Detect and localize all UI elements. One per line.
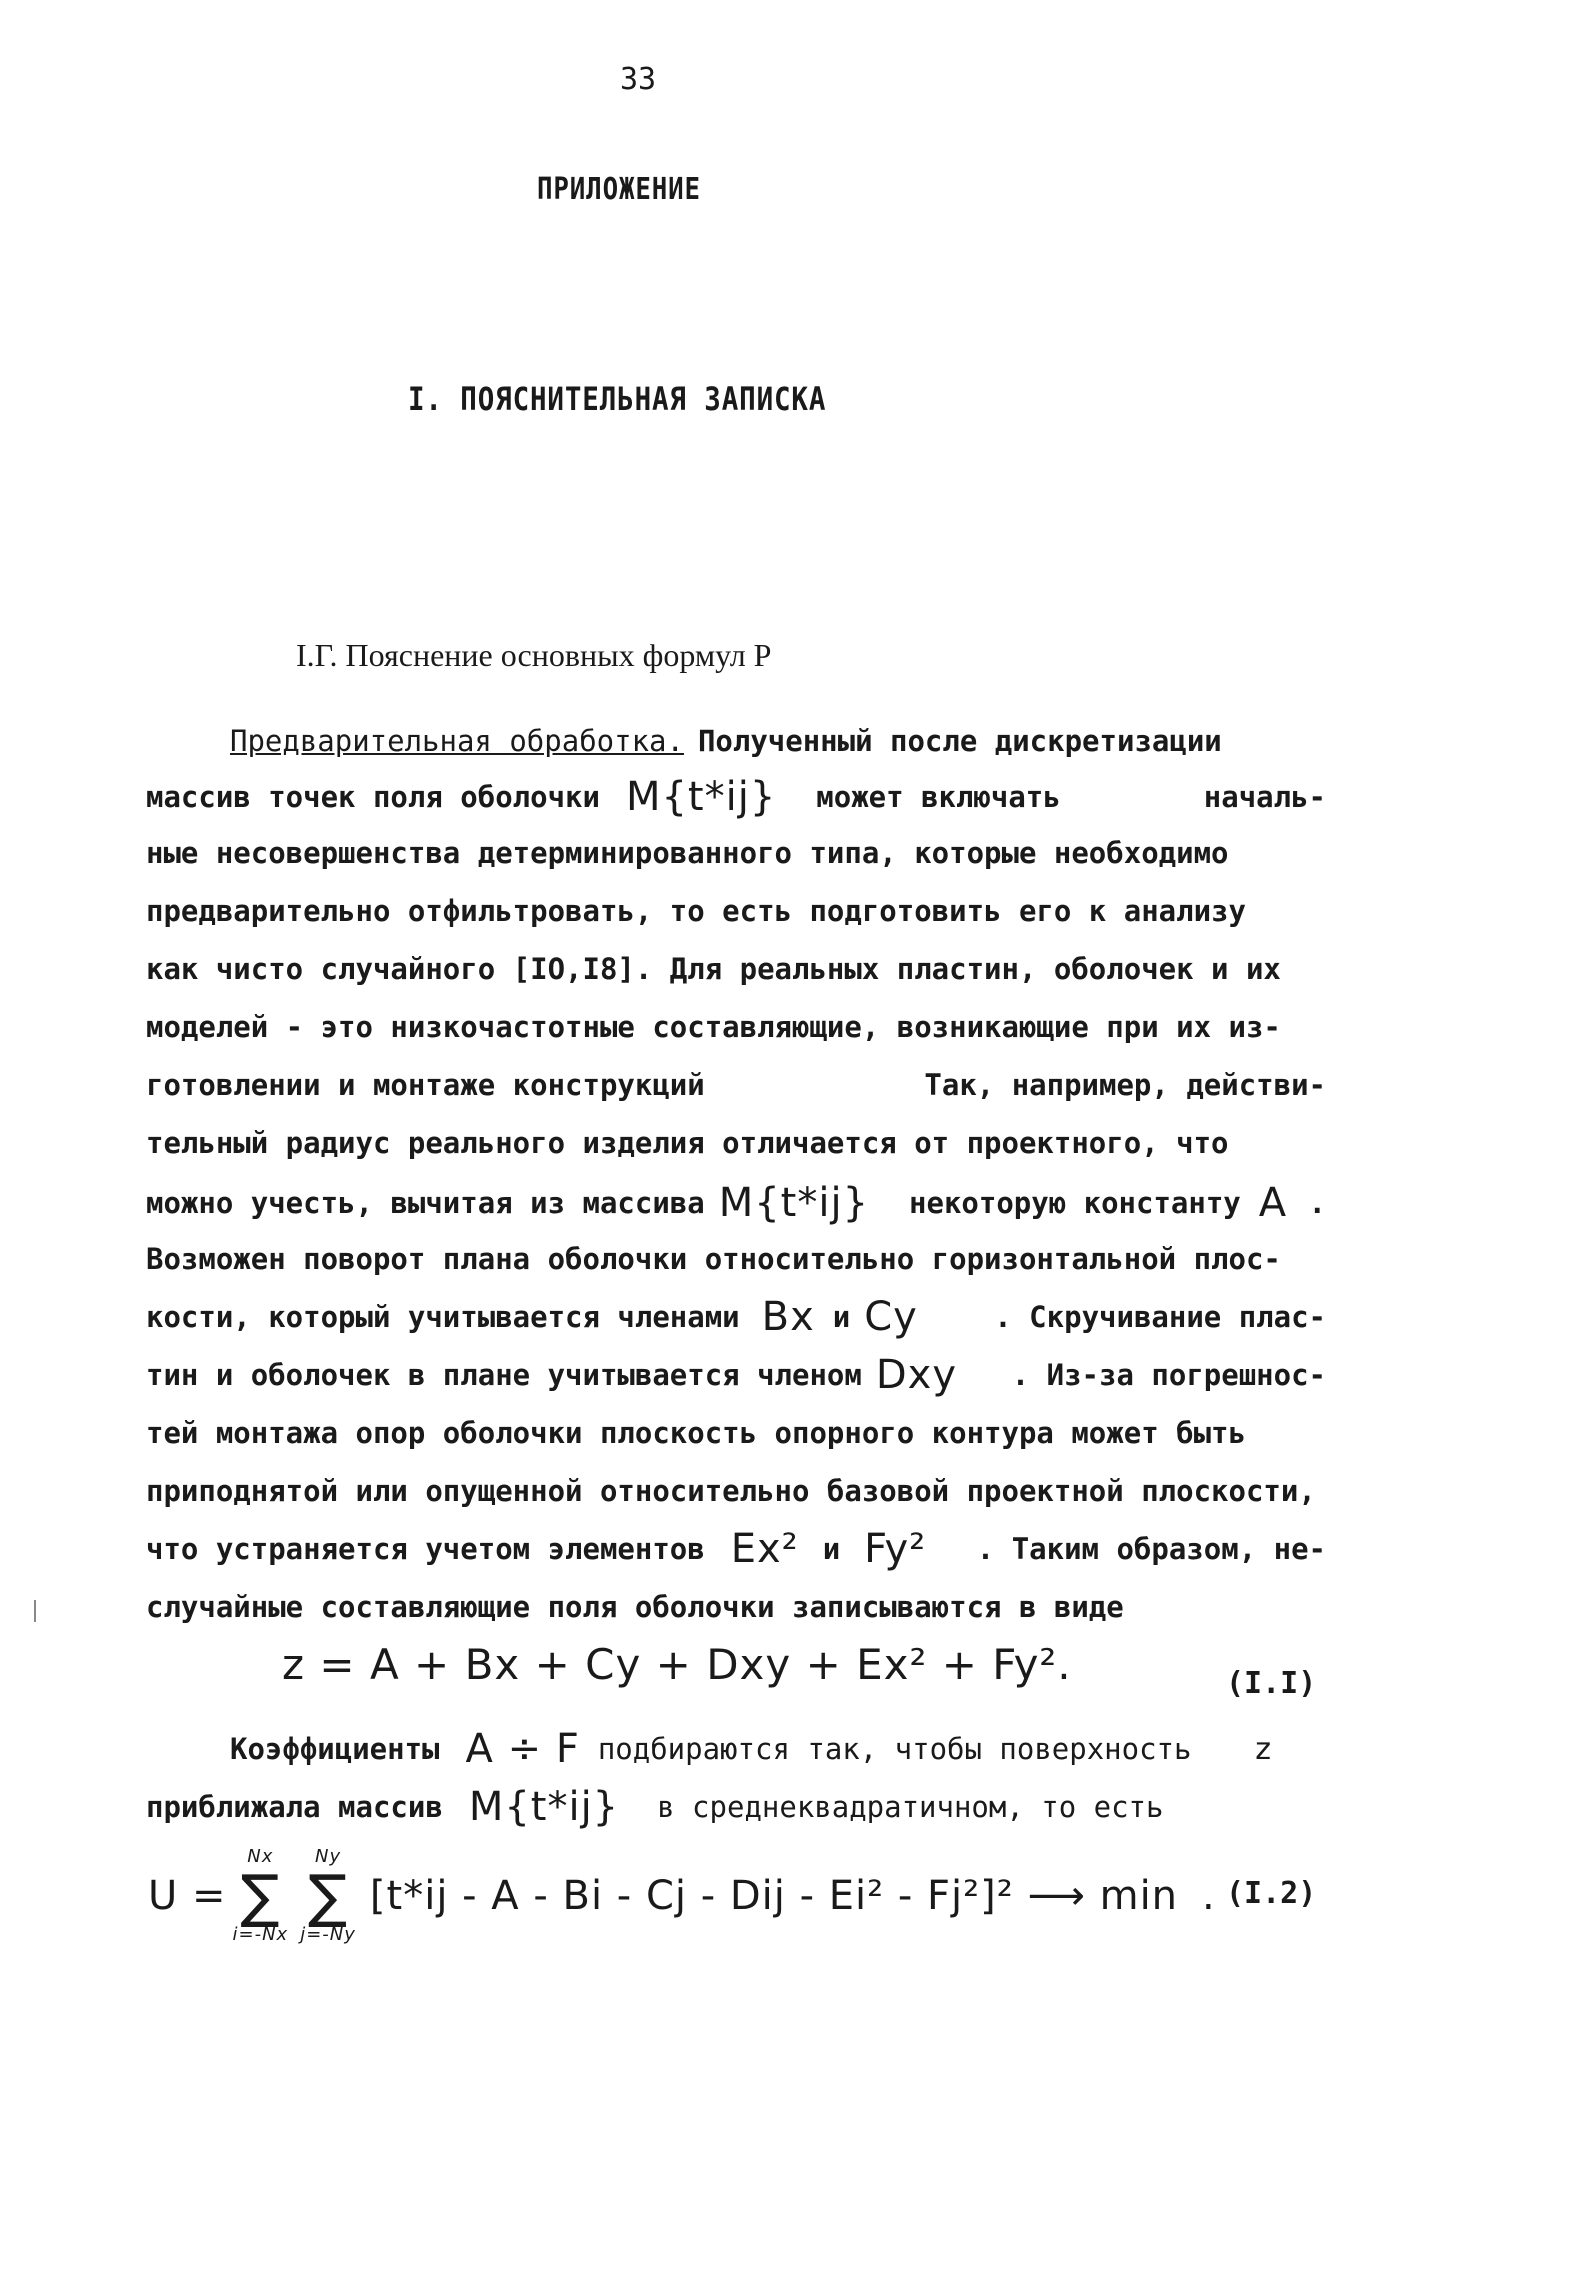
- text-span: и: [832, 1300, 851, 1334]
- para1-line-13: тей монтажа опор оболочки плоскость опорного контура может быть: [146, 1416, 1246, 1450]
- formula-inline: M{t*ij}: [468, 1784, 620, 1830]
- text-span: что устраняется учетом элементов: [146, 1532, 705, 1566]
- margin-mark: [34, 1600, 36, 1622]
- text-span: может включать: [816, 780, 1061, 814]
- text-span: . Из-за погрешнос-: [1011, 1358, 1326, 1392]
- text-span: Так, например, действи-: [924, 1068, 1326, 1102]
- formula-inline: Cy: [864, 1294, 918, 1340]
- sum-j: [300, 1847, 356, 1945]
- sum-j-lower-limit: j=-Ny: [300, 1924, 356, 1945]
- text-span: приближала массив: [146, 1790, 443, 1824]
- text-span: . Скручивание плас-: [994, 1300, 1326, 1334]
- formula-inline: Bx: [761, 1294, 815, 1340]
- para1-line-10: Возможен поворот плана оболочки относительно горизонтальной плос-: [146, 1242, 1281, 1276]
- equation-1: z = A + Bx + Cy + Dxy + Ex² + Fy².: [282, 1640, 1072, 1689]
- page-number: 33: [620, 62, 657, 97]
- subsection-title: I.Г. Пояснение основных формул Р: [296, 637, 772, 673]
- paragraph-heading: Предварительная обработка.: [230, 724, 684, 758]
- equation-2-dot: .: [1202, 1873, 1216, 1919]
- formula-inline: Ex²: [730, 1526, 799, 1572]
- para1-line-1: [230, 718, 1234, 764]
- para1-line-12: [146, 1352, 1326, 1398]
- para1-line-4: предварительно отфильтровать, то есть подготовить его к анализу: [146, 894, 1246, 928]
- appendix-title: ПРИЛОЖЕНИЕ: [537, 172, 701, 207]
- equation-1-number: (I.I): [1226, 1666, 1317, 1701]
- para1-line-16: случайные составляющие поля оболочки записываются в виде: [146, 1590, 1124, 1624]
- formula-inline: z: [1255, 1731, 1272, 1767]
- text-span: кости, который учитывается членами: [146, 1300, 740, 1334]
- para1-line-6: моделей - это низкочастотные составляющие, возникающие при их из-: [146, 1010, 1281, 1044]
- text-span: в среднеквадратичном, то есть: [657, 1790, 1164, 1824]
- text-span: массив точек поля оболочки: [146, 780, 600, 814]
- text-span: можно учесть, вычитая из массива: [146, 1186, 705, 1220]
- text-span: некоторую константу: [909, 1186, 1241, 1220]
- para2-line-2: [146, 1784, 1176, 1830]
- para1-line-7: [146, 1062, 1326, 1108]
- para1-line-11: [146, 1294, 1326, 1340]
- text-span: .: [1308, 1186, 1326, 1220]
- formula-inline: Dxy: [875, 1352, 957, 1398]
- text-span: Коэффициенты: [230, 1732, 440, 1766]
- text-span: тин и оболочек в плане учитывается членом: [146, 1358, 862, 1392]
- text-span: готовлении и монтаже конструкций: [146, 1068, 705, 1102]
- equation-2-lhs: U =: [148, 1873, 227, 1919]
- equation-2-body: [t*ij - A - Bi - Cj - Dij - Ei² - Fj²]² ⟶ min: [369, 1873, 1179, 1919]
- formula-inline: A: [1258, 1180, 1288, 1226]
- text-span: Полученный после дискретизации: [697, 724, 1222, 758]
- formula-inline: A ÷ F: [465, 1726, 580, 1772]
- para1-line-2: [146, 774, 1326, 820]
- equation-2-number: (I.2): [1226, 1876, 1317, 1911]
- text-span: началь-: [1203, 780, 1326, 814]
- para1-line-3: ные несовершенства детерминированного типа, которые необходимо: [146, 836, 1229, 870]
- formula-inline: M{t*ij}: [718, 1180, 870, 1226]
- para1-line-14: приподнятой или опущенной относительно базовой проектной плоскости,: [146, 1474, 1316, 1508]
- section-title: I. ПОЯСНИТЕЛЬНАЯ ЗАПИСКА: [408, 380, 827, 418]
- text-span: подбираются так, чтобы поверхность: [597, 1732, 1192, 1766]
- para1-line-5: как чисто случайного [IO,I8]. Для реальных пластин, оболочек и их: [146, 952, 1281, 986]
- formula-inline: M{t*ij}: [625, 774, 777, 820]
- sigma-icon: ∑: [308, 1862, 349, 1930]
- text-span: и: [822, 1532, 841, 1566]
- para1-line-9: [146, 1180, 1326, 1226]
- sum-i-lower-limit: i=-Nx: [232, 1924, 289, 1945]
- sum-i-upper-limit: Nx: [247, 1846, 274, 1867]
- para1-line-8: тельный радиус реального изделия отличается от проектного, что: [146, 1126, 1229, 1160]
- sum-i: [233, 1847, 289, 1945]
- formula-inline: Fy²: [864, 1526, 927, 1572]
- sum-j-upper-limit: Ny: [315, 1846, 342, 1867]
- equation-2: [148, 1826, 1216, 1966]
- para2-line-1: [230, 1726, 1272, 1772]
- sigma-icon: ∑: [240, 1862, 281, 1930]
- text-span: . Таким образом, не-: [976, 1532, 1326, 1566]
- para1-line-15: [146, 1526, 1326, 1572]
